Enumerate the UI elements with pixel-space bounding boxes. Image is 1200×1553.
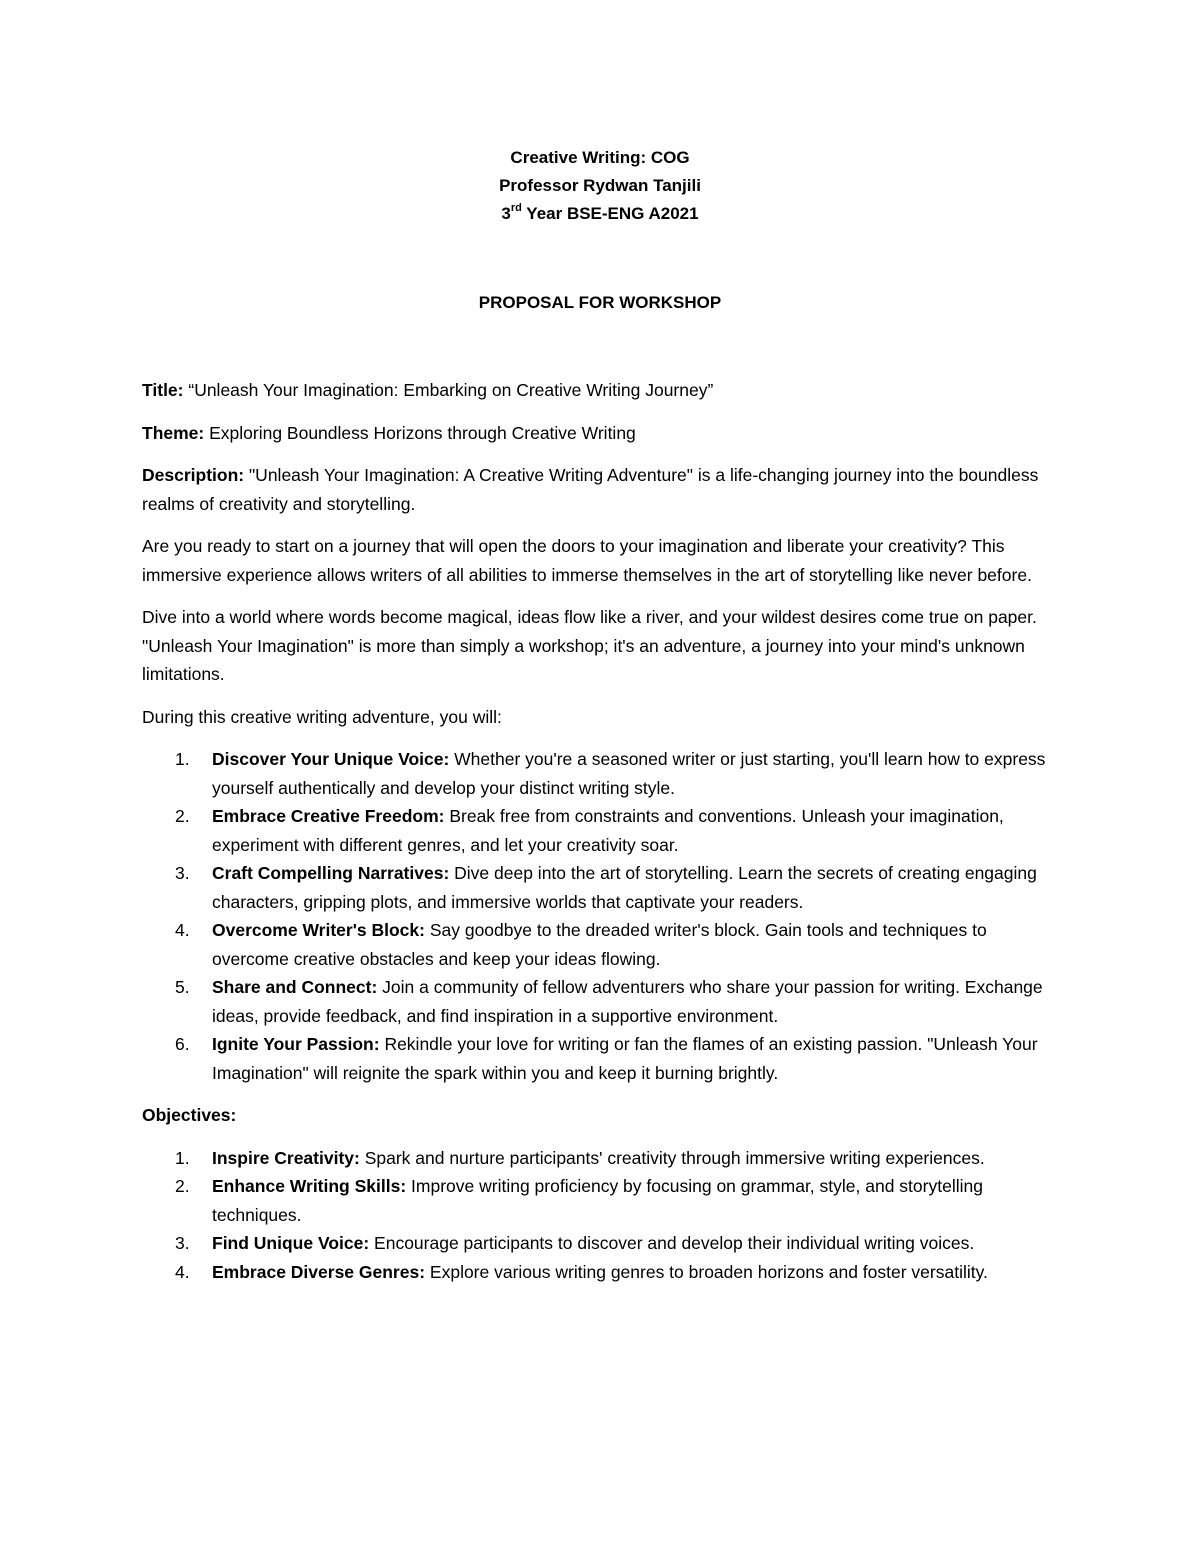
list-number: 4. bbox=[175, 1261, 190, 1282]
list-number: 2. bbox=[175, 1176, 190, 1196]
list-item-label: Enhance Writing Skills: bbox=[212, 1176, 407, 1196]
list-item-text: Say goodbye to the dreaded writer's block. Gain tools and techniques to overcome creative obstacles and keep your ideas flowing. bbox=[212, 920, 987, 969]
theme-label: Theme: bbox=[142, 422, 205, 443]
list-item bbox=[142, 916, 1067, 973]
list-number: 6. bbox=[175, 1034, 190, 1054]
list-item-label: Discover Your Unique Voice: bbox=[212, 749, 450, 769]
year-section bbox=[0, 200, 1200, 228]
list-item-text: Improve writing proficiency by focusing on grammar, style, and storytelling techniques. bbox=[212, 1176, 983, 1225]
title-label: Title: bbox=[142, 380, 184, 400]
list-number: 1. bbox=[175, 1147, 190, 1168]
title-text: “Unleash Your Imagination: Embarking on Creative Writing Journey” bbox=[183, 380, 714, 400]
list-item-label: Find Unique Voice: bbox=[212, 1233, 370, 1253]
objectives-list bbox=[142, 1144, 1067, 1287]
objectives-heading-text: Objectives: bbox=[142, 1105, 237, 1125]
list-item bbox=[142, 802, 1067, 859]
list-item-text: Dive deep into the art of storytelling. Learn the secrets of creating engaging characters, gripping plots, and immersive worlds that captivate your readers. bbox=[212, 863, 1037, 912]
theme-text: Exploring Boundless Horizons through Creative Writing bbox=[204, 422, 636, 443]
course-name: Creative Writing: COG bbox=[510, 148, 690, 167]
description-paragraph bbox=[142, 461, 1067, 518]
list-item-label: Inspire Creativity: bbox=[212, 1147, 360, 1168]
adventure-intro: During this creative writing adventure, you will: bbox=[142, 706, 502, 727]
list-number: 3. bbox=[175, 1233, 190, 1253]
list-item-text: Spark and nurture participants' creativity through immersive writing experiences. bbox=[359, 1147, 985, 1168]
objectives-heading bbox=[142, 1101, 1067, 1130]
document-body bbox=[142, 376, 1067, 1300]
list-item-label: Overcome Writer's Block: bbox=[212, 920, 425, 940]
list-number: 2. bbox=[175, 806, 190, 826]
list-item-text: Explore various writing genres to broaden horizons and foster versatility. bbox=[425, 1261, 988, 1282]
list-item-text: Join a community of fellow adventurers who share your passion for writing. Exchange ideas, provide feedback, and find inspiration in a supportive environment. bbox=[212, 977, 1043, 1026]
document-header bbox=[0, 144, 1200, 228]
list-item bbox=[142, 1030, 1067, 1087]
list-item bbox=[142, 1172, 1067, 1229]
dive-paragraph: Dive into a world where words become magical, ideas flow like a river, and your wildest desires come true on paper. "Unleash Your Imagination" is more than simply a workshop; it's an adventure, a journey into your mind's unknown limitations. bbox=[142, 607, 1037, 684]
proposal-heading: PROPOSAL FOR WORKSHOP bbox=[478, 293, 722, 312]
professor-name: Professor Rydwan Tanjili bbox=[499, 176, 701, 195]
year-ordinal-suffix: rd bbox=[510, 202, 522, 215]
intro-paragraph: Are you ready to start on a journey that will open the doors to your imagination and liberate your creativity? This immersive experience allows writers of all abilities to immerse themselves in the art of storytelling like never before. bbox=[142, 536, 1032, 585]
theme-line bbox=[142, 419, 1067, 448]
description-text: "Unleash Your Imagination: A Creative Writing Adventure" is a life-changing journey into the boundless realms of creativity and storytelling. bbox=[142, 465, 1039, 514]
list-number: 4. bbox=[175, 920, 190, 940]
list-item bbox=[142, 1229, 1067, 1258]
year-section-text: Year BSE-ENG A2021 bbox=[521, 204, 699, 223]
list-item-label: Embrace Creative Freedom: bbox=[212, 806, 445, 826]
list-item-text: Whether you're a seasoned writer or just starting, you'll learn how to express yourself authentically and develop your distinct writing style. bbox=[212, 749, 1046, 798]
list-item-text: Break free from constraints and conventions. Unleash your imagination, experiment with different genres, and let your creativity soar. bbox=[212, 806, 1004, 855]
description-label: Description: bbox=[142, 465, 245, 485]
title-line bbox=[142, 376, 1067, 405]
list-number: 1. bbox=[175, 749, 190, 769]
list-item bbox=[142, 973, 1067, 1030]
list-number: 5. bbox=[175, 977, 190, 997]
list-item bbox=[142, 859, 1067, 916]
list-item-label: Ignite Your Passion: bbox=[212, 1034, 380, 1054]
list-number: 3. bbox=[175, 863, 190, 883]
list-item-text: Rekindle your love for writing or fan the flames of an existing passion. "Unleash Your Imagination" will reignite the spark within you and keep it burning brightly. bbox=[212, 1034, 1038, 1083]
adventure-list bbox=[142, 745, 1067, 1087]
list-item bbox=[142, 745, 1067, 802]
list-item-label: Share and Connect: bbox=[212, 977, 378, 997]
list-item bbox=[142, 1258, 1067, 1287]
year-number: 3 bbox=[501, 204, 511, 223]
list-item bbox=[142, 1144, 1067, 1173]
list-item-label: Embrace Diverse Genres: bbox=[212, 1261, 426, 1282]
list-item-text: Encourage participants to discover and develop their individual writing voices. bbox=[369, 1233, 975, 1253]
list-item-label: Craft Compelling Narratives: bbox=[212, 863, 450, 883]
